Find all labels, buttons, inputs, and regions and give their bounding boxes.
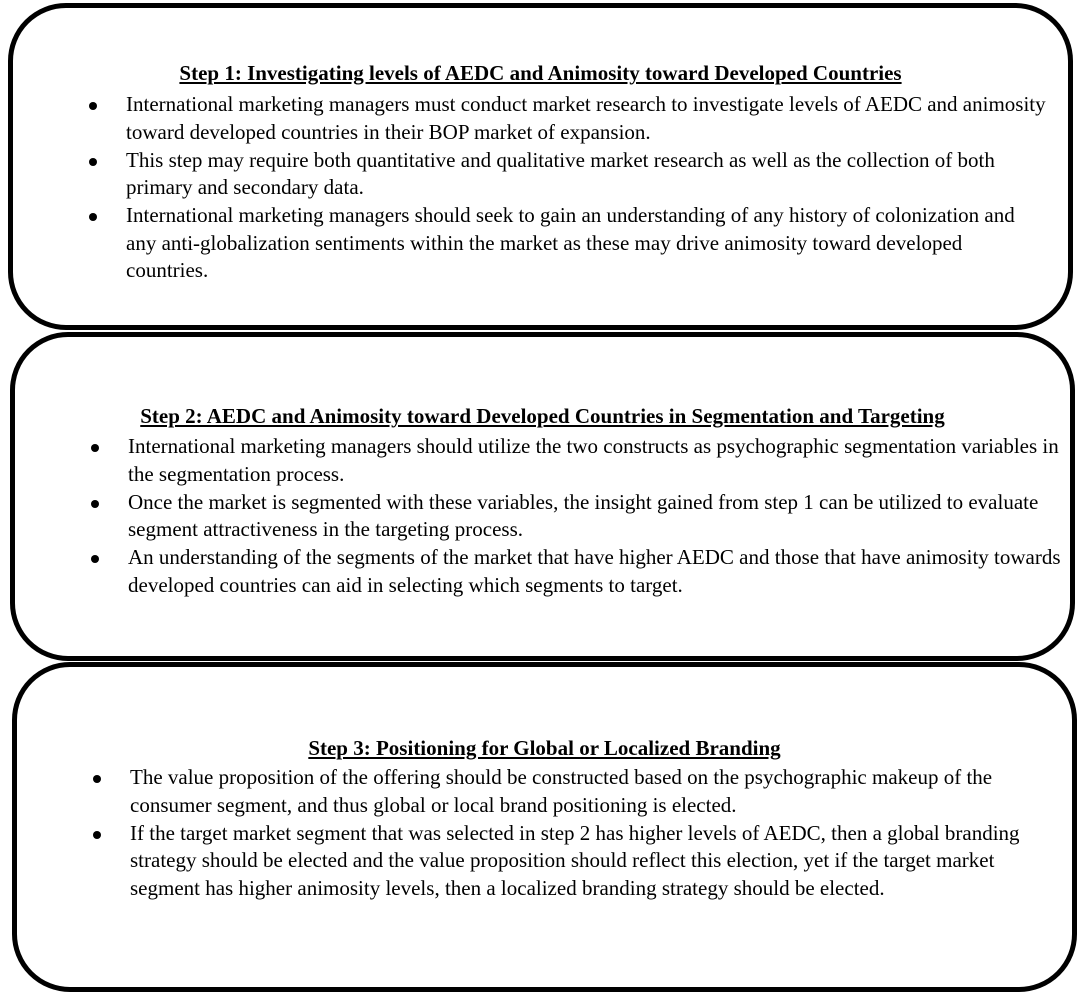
list-item bbox=[90, 820, 1065, 903]
list-item bbox=[86, 202, 1046, 285]
list-item bbox=[86, 147, 1046, 202]
bullet-icon bbox=[89, 158, 97, 166]
step-1-bullet-list bbox=[86, 91, 1046, 285]
list-item bbox=[86, 91, 1046, 146]
bullet-text: International marketing managers must conduct market research to investigate levels of AEDC and animosity toward developed countries in their BOP market of expansion. bbox=[126, 92, 1046, 144]
step-3-box bbox=[12, 662, 1077, 992]
bullet-icon bbox=[91, 500, 99, 508]
step-1-title: Step 1: Investigating levels of AEDC and Animosity toward Developed Countries bbox=[179, 61, 902, 85]
list-item bbox=[88, 489, 1063, 544]
list-item bbox=[88, 433, 1063, 488]
bullet-text: Once the market is segmented with these variables, the insight gained from step 1 can be utilized to evaluate segment attractiveness in the targeting process. bbox=[128, 489, 1039, 541]
list-item bbox=[88, 544, 1063, 599]
bullet-text: International marketing managers should seek to gain an understanding of any history of colonization and any anti-globalization sentiments within the market as these may drive animosity toward developed countries. bbox=[126, 203, 1015, 282]
step-1-box bbox=[8, 3, 1073, 330]
bullet-icon bbox=[91, 444, 99, 452]
step-2-box bbox=[10, 332, 1075, 661]
bullet-icon bbox=[89, 102, 97, 110]
bullet-icon bbox=[89, 213, 97, 221]
bullet-text: If the target market segment that was selected in step 2 has higher levels of AEDC, then a global branding strategy should be elected and the value proposition should reflect this election, yet if the target market segment has higher animosity levels, then a localized branding strategy should be elected. bbox=[130, 820, 1020, 900]
bullet-text: The value proposition of the offering should be constructed based on the psychographic makeup of the consumer segment, and thus global or local brand positioning is elected. bbox=[130, 765, 993, 817]
step-3-bullet-list bbox=[90, 764, 1065, 903]
list-item bbox=[90, 764, 1065, 819]
step-2-bullet-list bbox=[88, 433, 1063, 600]
step-3-title: Step 3: Positioning for Global or Localized Branding bbox=[308, 736, 781, 760]
bullet-icon bbox=[93, 775, 101, 783]
step-2-title: Step 2: AEDC and Animosity toward Developed Countries in Segmentation and Targeting bbox=[140, 404, 945, 428]
bullet-text: An understanding of the segments of the market that have higher AEDC and those that have animosity towards developed countries can aid in selecting which segments to target. bbox=[128, 545, 1061, 597]
bullet-text: International marketing managers should utilize the two constructs as psychographic segmentation variables in the segmentation process. bbox=[128, 434, 1059, 486]
bullet-icon bbox=[91, 555, 99, 563]
bullet-icon bbox=[93, 831, 101, 839]
bullet-text: This step may require both quantitative and qualitative market research as well as the collection of both primary and secondary data. bbox=[126, 147, 995, 199]
